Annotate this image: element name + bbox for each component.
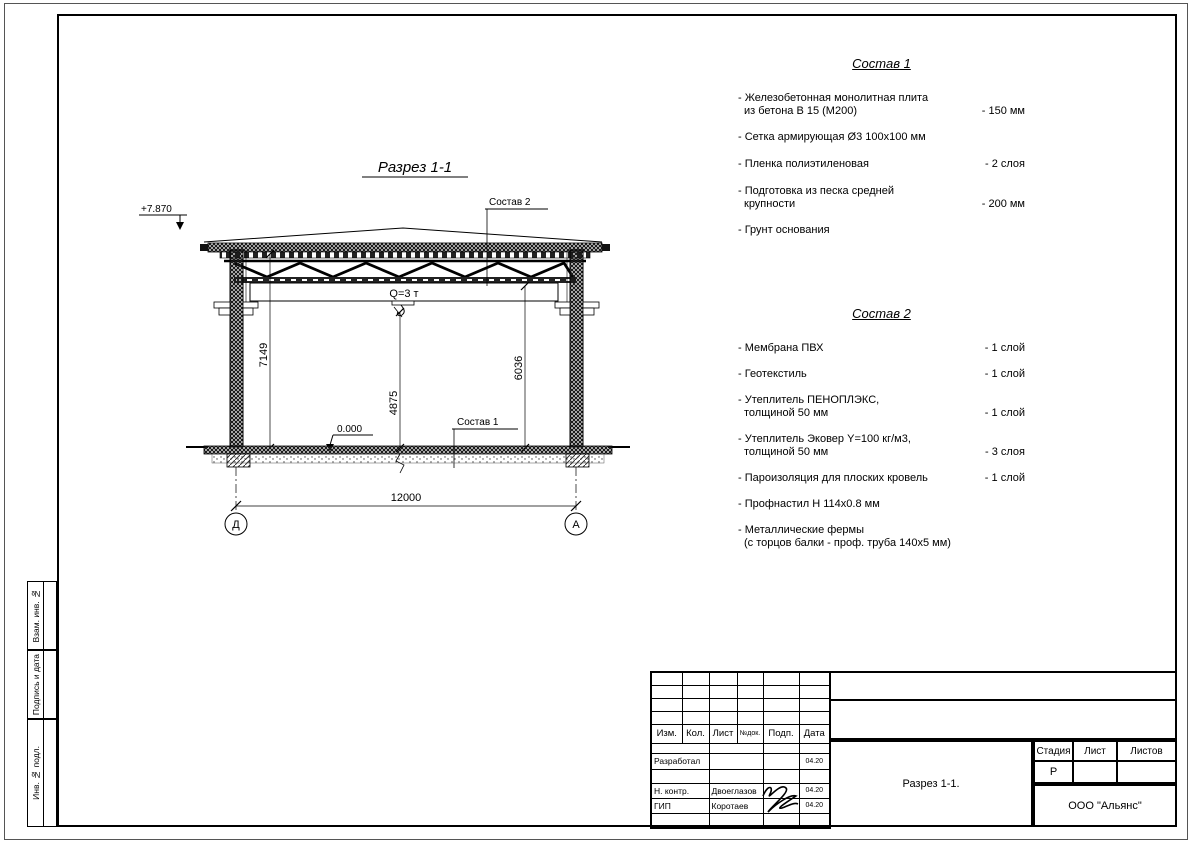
stage-label-cell: Стадия — [1033, 740, 1073, 761]
list-item: - Сетка армирующая Ø3 100х100 мм — [738, 131, 926, 143]
list-item: - Металлические фермы (с торцов балки - проф. труба 140х5 мм) — [738, 524, 951, 549]
roof-truss — [224, 261, 586, 283]
stage-value-cell: Р — [1033, 761, 1073, 784]
list-item: - Грунт основания — [738, 224, 830, 236]
doc-title: Разрез 1-1. — [902, 777, 960, 790]
sostav1-heading: Состав 1 — [852, 56, 911, 71]
titleblock-doc-title-cell — [829, 740, 1033, 827]
col-kol: Кол. — [682, 724, 709, 743]
side-stamp-vzam: Взам. инв. № — [27, 581, 57, 650]
svg-text:Д: Д — [232, 519, 240, 531]
col-list: Лист — [709, 724, 737, 743]
company-cell — [1033, 784, 1177, 827]
section-drawing — [100, 150, 660, 550]
list-item: - Утеплитель Эковер Y=100 кг/м3, толщиной 50 мм - 3 слоя — [738, 433, 1025, 458]
roof — [200, 228, 610, 258]
role-developer: Разработал — [651, 753, 709, 769]
sheets-value-cell — [1117, 761, 1177, 784]
svg-text:4875: 4875 — [388, 390, 400, 416]
svg-text:0.000: 0.000 — [337, 424, 363, 435]
signature-scribble — [760, 780, 802, 816]
svg-text:Состав 1: Состав 1 — [457, 417, 499, 428]
side-stamp-podpis: Подпись и дата — [27, 650, 57, 719]
sostav1-block — [738, 56, 1025, 250]
list-item: - Профнастил Н 114х0.8 мм — [738, 498, 880, 510]
svg-text:А: А — [572, 519, 580, 531]
crane-capacity-label: Q=3 т — [389, 288, 419, 300]
sostav2-block — [738, 306, 1025, 563]
floor-slab — [186, 446, 630, 473]
dimension-4875 — [388, 308, 404, 452]
crane-beam — [250, 283, 558, 317]
dimension-12000 — [231, 467, 581, 512]
col-izm: Изм. — [651, 724, 682, 743]
axis-bubble-left — [225, 513, 247, 535]
titleblock-revision-table: Изм. Кол. Лист №док. Подп. Дата Разработал 04.20 Н. контр. Двоеглазов 04.20 ГИП Коротаев 04.20 — [650, 671, 831, 829]
col-ndok: №док. — [737, 724, 763, 743]
elevation-mark-top — [139, 204, 187, 230]
list-item: - Подготовка из песка средней крупности - 200 мм — [738, 185, 1025, 210]
titleblock-band-top — [829, 671, 1177, 700]
titleblock-band-doc — [829, 700, 1177, 740]
list-item: - Пленка полиэтиленовая - 2 слоя — [738, 158, 1025, 170]
side-stamp-inv: Инв. № подл. — [27, 719, 57, 827]
svg-text:12000: 12000 — [390, 492, 422, 504]
role-ncontrol: Н. контр. — [651, 783, 709, 798]
svg-text:6036: 6036 — [513, 355, 525, 381]
sheets-label-cell: Листов — [1117, 740, 1177, 761]
svg-text:Состав 2: Состав 2 — [489, 197, 531, 208]
col-podp: Подп. — [763, 724, 799, 743]
list-item: - Железобетонная монолитная плита из бетона В 15 (М200) - 150 мм — [738, 92, 1025, 117]
role-gip: ГИП — [651, 798, 709, 813]
svg-text:7149: 7149 — [258, 342, 270, 368]
sheet-label-cell: Лист — [1073, 740, 1117, 761]
drawing-title: Разрез 1-1 — [377, 159, 453, 176]
company-name: ООО "Альянс" — [1068, 799, 1142, 812]
col-data: Дата — [799, 724, 830, 743]
list-item: - Мембрана ПВХ - 1 слой — [738, 342, 1025, 354]
sostav2-heading: Состав 2 — [852, 306, 911, 321]
svg-text:+7.870: +7.870 — [141, 204, 172, 215]
axis-bubble-right — [565, 513, 587, 535]
sheet-value-cell — [1073, 761, 1117, 784]
list-item: - Утеплитель ПЕНОПЛЭКС, толщиной 50 мм - 1 слой — [738, 394, 1025, 419]
list-item: - Пароизоляция для плоских кровель - 1 слой — [738, 472, 1025, 484]
dimension-6036 — [513, 282, 529, 452]
list-item: - Геотекстиль - 1 слой — [738, 368, 1025, 380]
